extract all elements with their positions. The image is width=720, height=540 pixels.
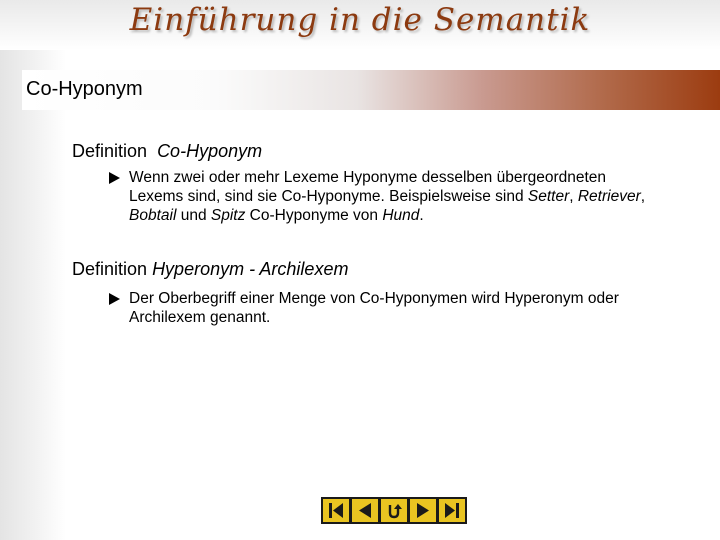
bullet-item <box>109 289 649 327</box>
first-icon <box>327 502 345 519</box>
bullet-arrow-icon <box>109 293 120 305</box>
bullet-item <box>109 168 649 225</box>
last-slide-button[interactable] <box>439 499 465 522</box>
bullet-text: Der Oberbegriff einer Menge von Co-Hyponymen wird Hyperonym oder Archilexem genannt. <box>129 290 619 326</box>
return-button[interactable] <box>381 499 407 522</box>
next-slide-button[interactable] <box>410 499 436 522</box>
last-icon <box>443 502 461 519</box>
next-icon <box>414 502 432 519</box>
definition-label: Definition <box>72 259 148 279</box>
definition-heading <box>72 141 262 162</box>
definition-term: Co-Hyponym <box>157 141 263 161</box>
course-title: Einführung in die Semantik <box>129 2 591 38</box>
slide-title: Co-Hyponym <box>26 78 143 100</box>
definition-label: Definition <box>72 141 148 161</box>
definition-heading <box>72 259 348 280</box>
bullet-text: Wenn zwei oder mehr Lexeme Hyponyme desselben übergeordneten Lexems sind, sind sie Co-Hyponyme. Beispielsweise sind Setter, Retriever, Bobtail und Spitz Co-Hyponyme von Hund. <box>129 169 646 224</box>
return-icon <box>385 502 403 519</box>
first-slide-button[interactable] <box>323 499 349 522</box>
definition-term: Hyperonym - Archilexem <box>152 259 349 279</box>
previous-slide-button[interactable] <box>352 499 378 522</box>
previous-icon <box>356 502 374 519</box>
bullet-arrow-icon <box>109 172 120 184</box>
slide-navigation <box>321 497 467 524</box>
